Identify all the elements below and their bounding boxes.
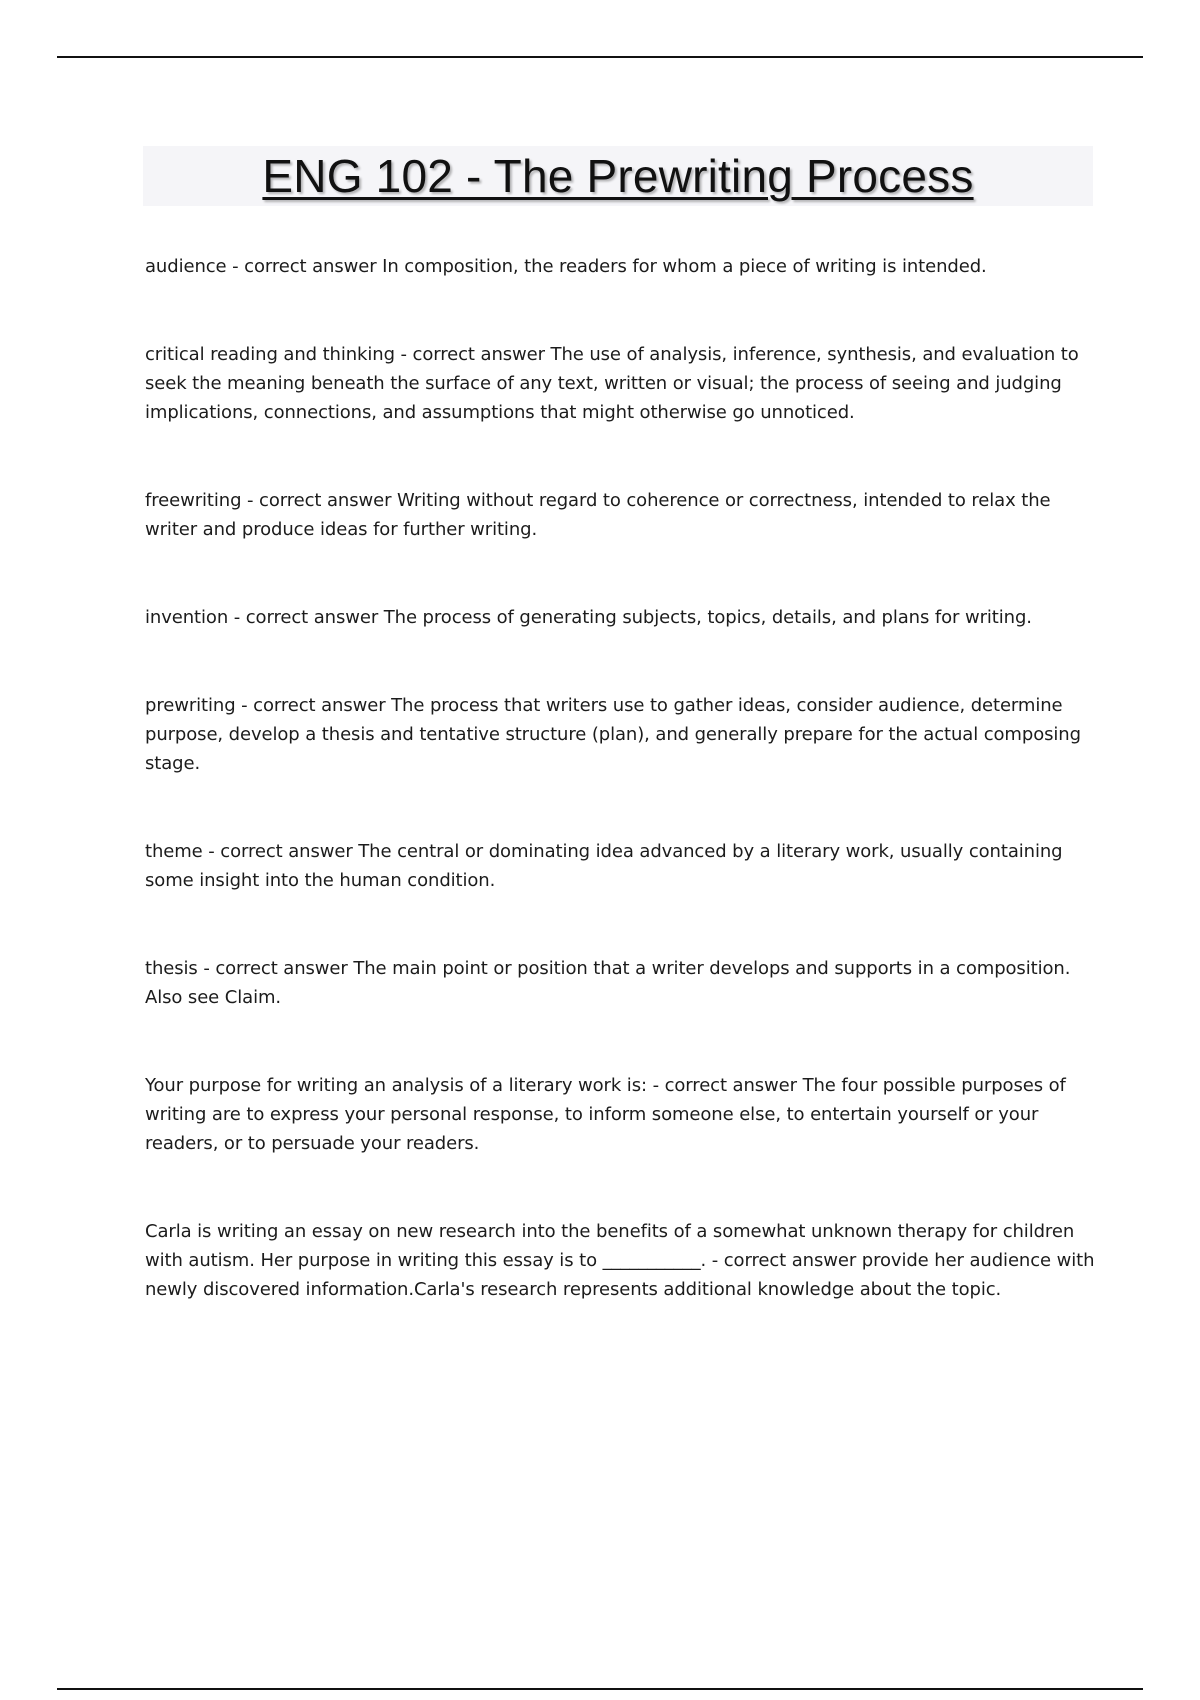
bottom-rule <box>57 1688 1143 1690</box>
answer-separator: - correct answer <box>241 490 398 511</box>
answer: Writing without regard to coherence or correctness, intended to relax the writer and produce ideas for further writing. <box>145 490 1051 540</box>
answer: The use of analysis, inference, synthesis, and evaluation to seek the meaning beneath the surface of any text, written or visual; the process of seeing and judging implications, connections, and assumptions that might otherwise go unnoticed. <box>145 344 1079 423</box>
flashcard-entry <box>145 340 1095 427</box>
term: theme <box>145 841 203 862</box>
term: audience <box>145 256 227 277</box>
answer: In composition, the readers for whom a piece of writing is intended. <box>382 256 987 277</box>
answer-separator: - correct answer <box>646 1075 803 1096</box>
term: thesis <box>145 958 198 979</box>
term: freewriting <box>145 490 242 511</box>
answer: The process of generating subjects, topics, details, and plans for writing. <box>383 607 1032 628</box>
answer-separator: - correct answer <box>706 1250 862 1271</box>
answer-separator: - correct answer <box>202 841 359 862</box>
answer-separator: - correct answer <box>197 958 354 979</box>
flashcard-entry <box>145 486 1095 544</box>
flashcard-list <box>145 252 1095 1363</box>
answer-separator: - correct answer <box>394 344 551 365</box>
term: invention <box>145 607 229 628</box>
flashcard-entry <box>145 691 1095 778</box>
top-rule <box>57 56 1143 58</box>
term: critical reading and thinking <box>145 344 395 365</box>
flashcard-entry <box>145 1071 1095 1158</box>
flashcard-entry <box>145 837 1095 895</box>
answer-separator: - correct answer <box>226 256 383 277</box>
answer: The main point or position that a writer develops and supports in a composition. Also see Claim. <box>145 958 1071 1008</box>
flashcard-entry <box>145 954 1095 1012</box>
page-title: ENG 102 - The Prewriting Process <box>262 150 974 202</box>
answer: The central or dominating idea advanced by a literary work, usually containing some insight into the human condition. <box>145 841 1063 891</box>
answer-separator: - correct answer <box>235 695 392 716</box>
flashcard-entry <box>145 603 1095 632</box>
term: prewriting <box>145 695 236 716</box>
flashcard-entry <box>145 1217 1095 1304</box>
term: Carla is writing an essay on new research into the benefits of a somewhat unknown therapy for children with autism. Her purpose in writing this essay is to ___________. <box>145 1221 1075 1271</box>
answer: provide her audience with newly discovered information.Carla's research represents additional knowledge about the topic. <box>145 1250 1095 1300</box>
title-band <box>143 146 1093 206</box>
answer: The four possible purposes of writing are to express your personal response, to inform someone else, to entertain yourself or your readers, or to persuade your readers. <box>145 1075 1066 1154</box>
flashcard-entry <box>145 252 1095 281</box>
answer-separator: - correct answer <box>228 607 384 628</box>
term: Your purpose for writing an analysis of a literary work is: <box>145 1075 647 1096</box>
answer: The process that writers use to gather ideas, consider audience, determine purpose, develop a thesis and tentative structure (plan), and generally prepare for the actual composing stage. <box>145 695 1081 774</box>
